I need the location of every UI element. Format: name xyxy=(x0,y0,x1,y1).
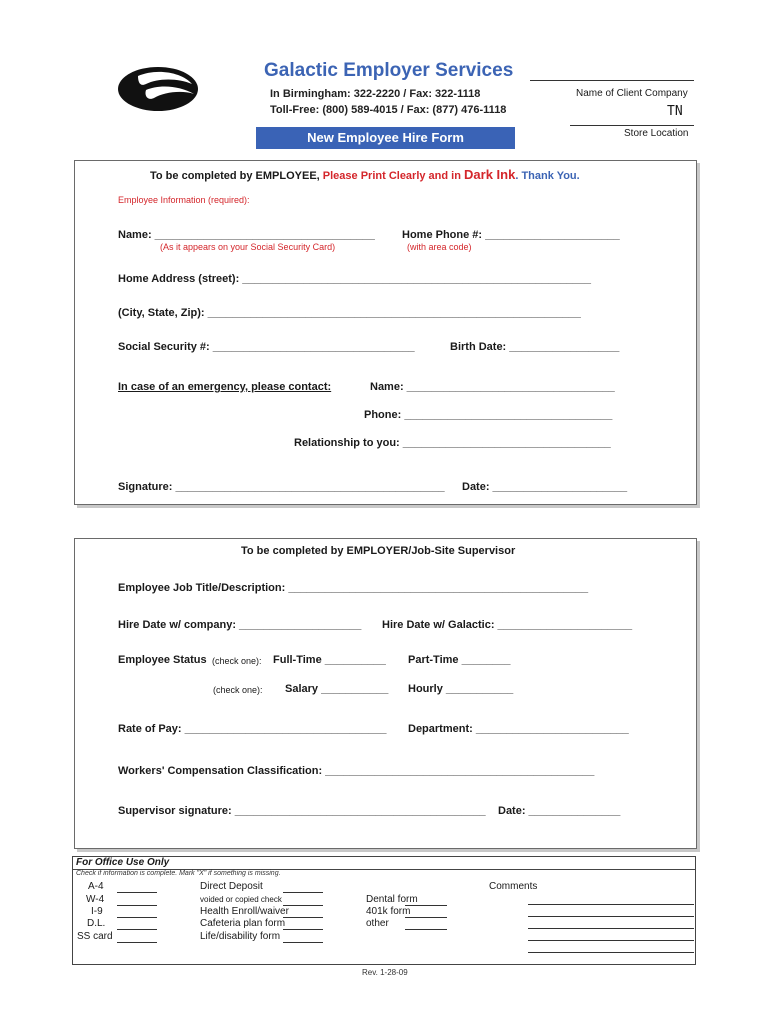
check-line-health-enroll[interactable] xyxy=(283,917,323,918)
emergency-name-field[interactable]: Name: __________________________________ xyxy=(370,381,615,393)
address-line-2: Toll-Free: (800) 589-4015 / Fax: (877) 476-1118 xyxy=(270,104,507,116)
office-item-voided-check: voided or copied check xyxy=(200,895,282,904)
heading-part-3: Dark Ink xyxy=(464,167,516,182)
address-line-1: In Birmingham: 322-2220 / Fax: 322-1118 xyxy=(270,88,481,100)
rate-of-pay-field[interactable]: Rate of Pay: _________________________________ xyxy=(118,723,387,735)
pay-check-one: (check one): xyxy=(213,685,263,695)
office-item-cafeteria: Cafeteria plan form xyxy=(200,918,286,929)
info-required-label: Employee Information (required): xyxy=(118,195,250,205)
office-use-note: Check if information is complete. Mark "X" if something is missing. xyxy=(76,870,281,877)
company-logo xyxy=(116,64,200,114)
salary-option[interactable]: Salary ___________ xyxy=(285,683,389,695)
employee-section xyxy=(74,160,697,505)
comment-line-4[interactable] xyxy=(528,940,694,941)
signature-field[interactable]: Signature: ____________________________________________ xyxy=(118,481,445,493)
office-item-w4: W-4 xyxy=(86,894,105,905)
check-line-life-disability[interactable] xyxy=(283,942,323,943)
part-time-option[interactable]: Part-Time ________ xyxy=(408,654,511,666)
store-location-label: Store Location xyxy=(624,128,689,139)
office-item-ss-card: SS card xyxy=(77,931,113,942)
employer-section-heading: To be completed by EMPLOYER/Job-Site Supervisor xyxy=(241,545,516,557)
revision-label: Rev. 1-28-09 xyxy=(362,968,408,977)
emergency-contact-label: In case of an emergency, please contact: xyxy=(118,381,332,393)
check-line-401k[interactable] xyxy=(405,917,447,918)
hourly-option[interactable]: Hourly ___________ xyxy=(408,683,514,695)
office-item-other: other xyxy=(366,918,389,929)
city-state-zip-field[interactable]: (City, State, Zip): _____________________________________________________________ xyxy=(118,307,581,319)
company-name: Galactic Employer Services xyxy=(264,60,514,81)
comment-line-1[interactable] xyxy=(528,904,694,905)
office-item-direct-deposit: Direct Deposit xyxy=(200,881,263,892)
full-time-option[interactable]: Full-Time __________ xyxy=(273,654,386,666)
check-line-dl[interactable] xyxy=(117,929,157,930)
office-use-title: For Office Use Only xyxy=(76,857,170,868)
check-line-cafeteria[interactable] xyxy=(283,929,323,930)
comment-line-2[interactable] xyxy=(528,916,694,917)
ssn-field[interactable]: Social Security #: _________________________________ xyxy=(118,341,415,353)
job-title-field[interactable]: Employee Job Title/Description: _________________________________________________ xyxy=(118,582,589,594)
check-line-voided-check[interactable] xyxy=(283,905,323,906)
form-title: New Employee Hire Form xyxy=(256,127,515,149)
comment-line-3[interactable] xyxy=(528,928,694,929)
client-company-line[interactable] xyxy=(530,80,694,81)
office-item-401k: 401k form xyxy=(366,906,411,917)
check-line-direct-deposit[interactable] xyxy=(283,892,323,893)
check-line-other[interactable] xyxy=(405,929,447,930)
workers-comp-field[interactable]: Workers' Compensation Classification: ____________________________________________ xyxy=(118,765,595,777)
client-company-value[interactable]: TN xyxy=(667,104,683,119)
hire-date-galactic-field[interactable]: Hire Date w/ Galactic: ______________________ xyxy=(382,619,633,631)
emergency-phone-field[interactable]: Phone: __________________________________ xyxy=(364,409,613,421)
name-hint: (As it appears on your Social Security Card) xyxy=(160,242,336,252)
home-phone-field[interactable]: Home Phone #: ______________________ xyxy=(402,229,620,241)
office-item-life-disability: Life/disability form xyxy=(200,931,281,942)
emergency-relationship-field[interactable]: Relationship to you: __________________________________ xyxy=(294,437,611,449)
employee-status-label: Employee Status xyxy=(118,654,207,666)
office-item-i9: I-9 xyxy=(91,906,103,917)
status-check-one: (check one): xyxy=(212,656,262,666)
heading-part-4: . Thank You. xyxy=(515,170,580,182)
home-phone-hint: (with area code) xyxy=(407,242,472,252)
name-field[interactable]: Name: ____________________________________ xyxy=(118,229,375,241)
supervisor-signature-field[interactable]: Supervisor signature: _________________________________________ xyxy=(118,805,486,817)
office-item-a4: A-4 xyxy=(88,881,104,892)
home-address-field[interactable]: Home Address (street): _________________________________________________________ xyxy=(118,273,591,285)
hire-date-company-field[interactable]: Hire Date w/ company: ____________________ xyxy=(118,619,362,631)
employee-section-heading xyxy=(150,167,580,182)
supervisor-date-field[interactable]: Date: _______________ xyxy=(498,805,621,817)
comment-line-5[interactable] xyxy=(528,952,694,953)
check-line-w4[interactable] xyxy=(117,905,157,906)
heading-part-1: To be completed by EMPLOYEE, xyxy=(150,170,323,182)
signature-date-field[interactable]: Date: ______________________ xyxy=(462,481,628,493)
check-line-i9[interactable] xyxy=(117,917,157,918)
store-location-line[interactable] xyxy=(570,125,694,126)
check-line-dental[interactable] xyxy=(405,905,447,906)
check-line-ss-card[interactable] xyxy=(117,942,157,943)
client-company-label: Name of Client Company xyxy=(576,88,688,99)
office-item-health-enroll: Health Enroll/waiver xyxy=(200,906,289,917)
check-line-a4[interactable] xyxy=(117,892,157,893)
birth-date-field[interactable]: Birth Date: __________________ xyxy=(450,341,620,353)
office-item-dental: Dental form xyxy=(366,894,418,905)
comments-label: Comments xyxy=(489,881,538,892)
department-field[interactable]: Department: _________________________ xyxy=(408,723,629,735)
heading-part-2: Please Print Clearly and in xyxy=(322,170,465,182)
office-item-dl: D.L. xyxy=(87,918,106,929)
